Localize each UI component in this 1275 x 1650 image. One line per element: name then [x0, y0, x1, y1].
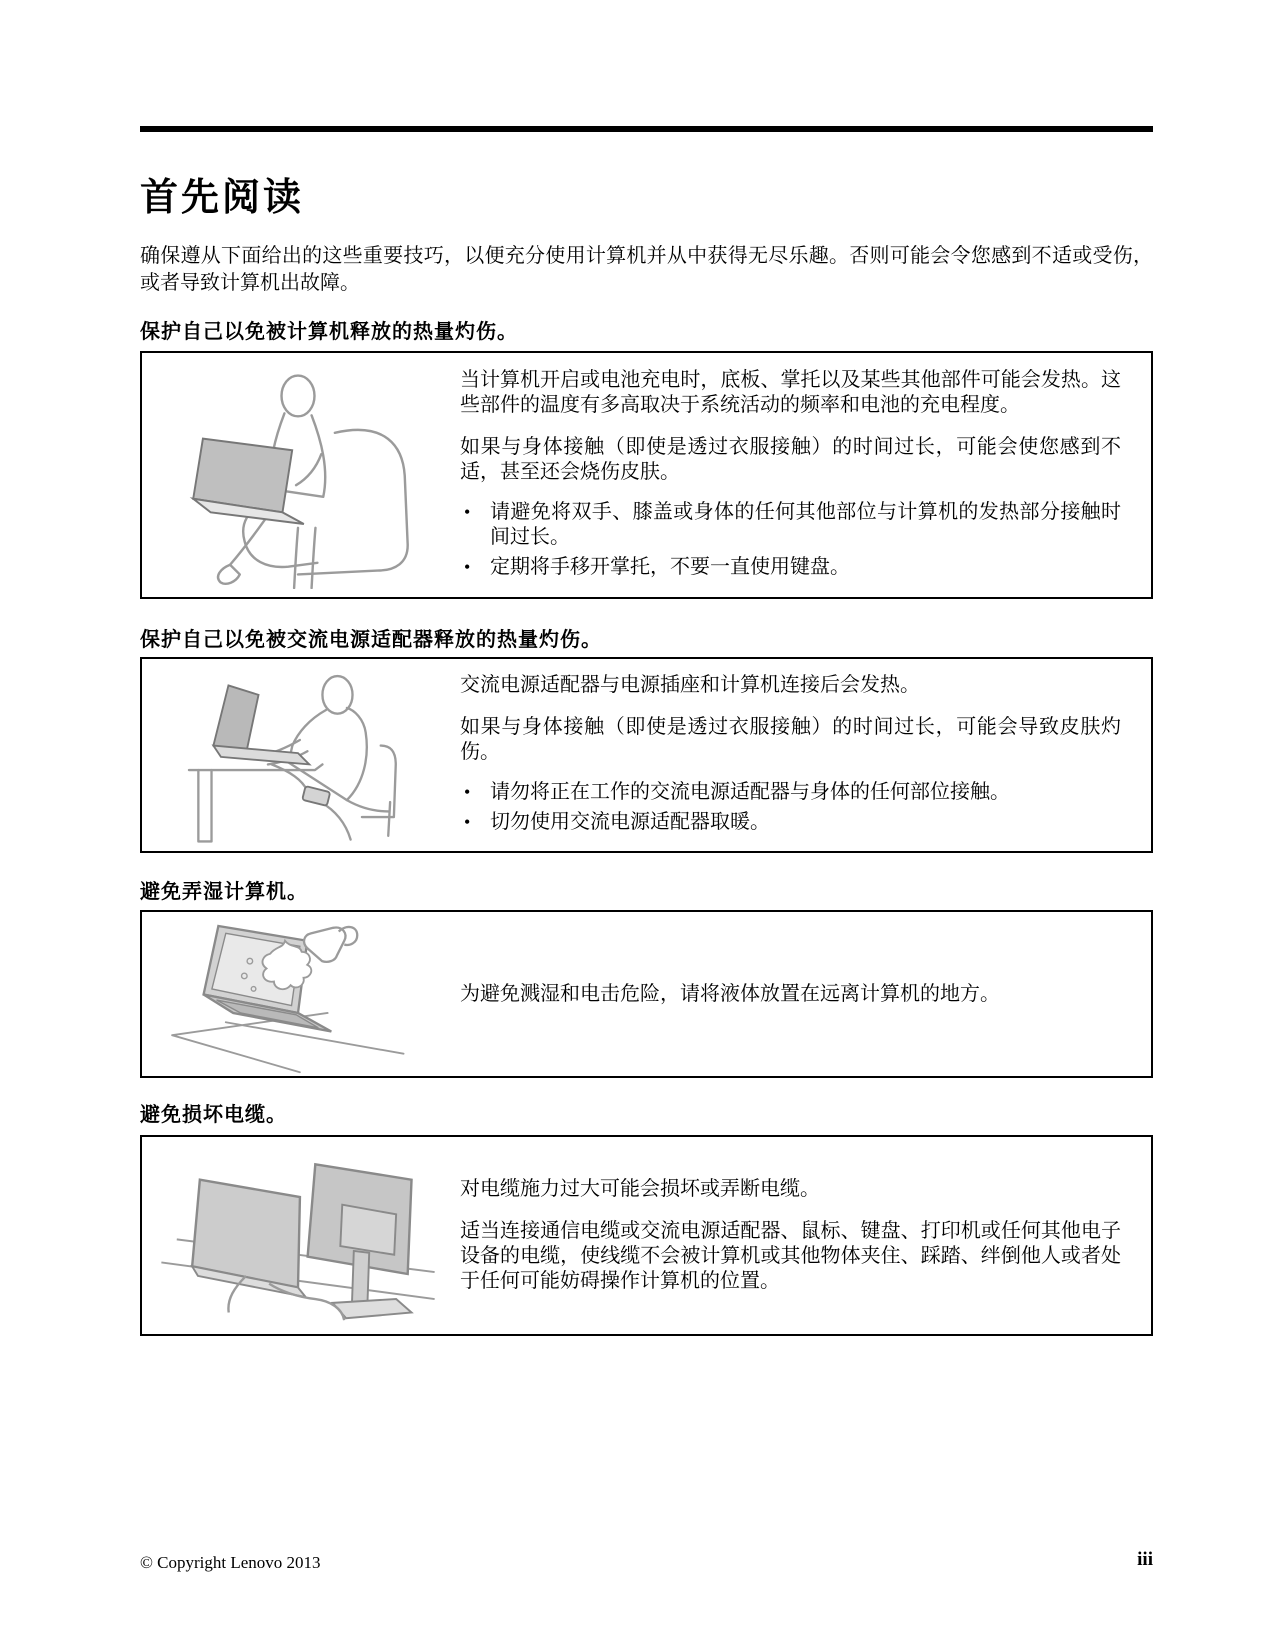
warning-box-cables: [140, 1135, 1153, 1336]
bullet-text: 请勿将正在工作的交流电源适配器与身体的任何部位接触。: [490, 781, 1010, 803]
paragraph: 如果与身体接触（即使是透过衣服接触）的时间过长，可能会使您感到不适，甚至还会烧伤皮肤。: [460, 435, 1121, 483]
paragraph: 适当连接通信电缆或交流电源适配器、鼠标、键盘、打印机或任何其他电子设备的电缆，使线缆不会被计算机或其他物体夹住、踩踏、绊倒他人或者处于任何可能妨碍操作计算机的位置。: [460, 1220, 1121, 1292]
paragraph: 为避免溅湿和电击危险，请将液体放置在远离计算机的地方。: [460, 982, 1000, 1005]
section-heading-keep-dry: 避免弄湿计算机。: [140, 881, 308, 903]
bullet-item: [460, 810, 1121, 835]
paragraph: 对电缆施力过大可能会损坏或弄断电缆。: [460, 1178, 820, 1200]
bullet-item: [460, 500, 1121, 550]
laptop-liquid-spill-icon: [142, 912, 454, 1076]
paragraph: 如果与身体接触（即使是透过衣服接触）的时间过长，可能会导致皮肤灼伤。: [460, 715, 1121, 763]
person-desk-ac-adapter-icon: [142, 659, 454, 851]
warning-box-keep-dry: [140, 910, 1153, 1078]
page-number: iii: [1137, 1549, 1153, 1570]
warning-box-adapter-heat: [140, 657, 1153, 853]
bullet-item: [460, 780, 1121, 805]
section-heading-computer-heat: 保护自己以免被计算机释放的热量灼伤。: [140, 321, 518, 343]
warning-box-computer-heat: [140, 351, 1153, 599]
warning-box-text: [454, 659, 1151, 851]
person-armchair-laptop-icon: [142, 353, 454, 597]
bullet-list: [460, 775, 1121, 840]
warning-box-text: [454, 912, 1151, 1076]
monitor-cables-icon: [142, 1137, 454, 1334]
bullet-marker: •: [464, 812, 471, 832]
bullet-text: 定期将手移开掌托，不要一直使用键盘。: [490, 556, 850, 578]
bullet-marker: •: [464, 557, 471, 577]
bullet-marker: •: [464, 782, 471, 802]
paragraph: 交流电源适配器与电源插座和计算机连接后会发热。: [460, 673, 920, 696]
paragraph: 当计算机开启或电池充电时，底板、掌托以及某些其他部件可能会发热。这些部件的温度有多高取决于系统活动的频率和电池的充电程度。: [460, 368, 1121, 416]
bullet-list: [460, 495, 1121, 585]
bullet-text: 请避免将双手、膝盖或身体的任何其他部位与计算机的发热部分接触时间过长。: [490, 501, 1121, 548]
page-title: 首先阅读: [140, 177, 305, 219]
bullet-item: [460, 555, 1121, 580]
intro-text: 确保遵从下面给出的这些重要技巧，以便充分使用计算机并从中获得无尽乐趣。否则可能会令您感到不适或受伤，或者导致计算机出故障。: [140, 245, 1153, 294]
section-heading-adapter-heat: 保护自己以免被交流电源适配器释放的热量灼伤。: [140, 629, 602, 651]
warning-box-text: [454, 1137, 1151, 1334]
footer-copyright: © Copyright Lenovo 2013: [140, 1553, 321, 1572]
bullet-text: 切勿使用交流电源适配器取暖。: [490, 811, 770, 833]
warning-box-text: [454, 353, 1151, 597]
bullet-marker: •: [464, 502, 471, 522]
top-rule: [140, 126, 1153, 132]
section-heading-cables: 避免损坏电缆。: [140, 1104, 287, 1126]
